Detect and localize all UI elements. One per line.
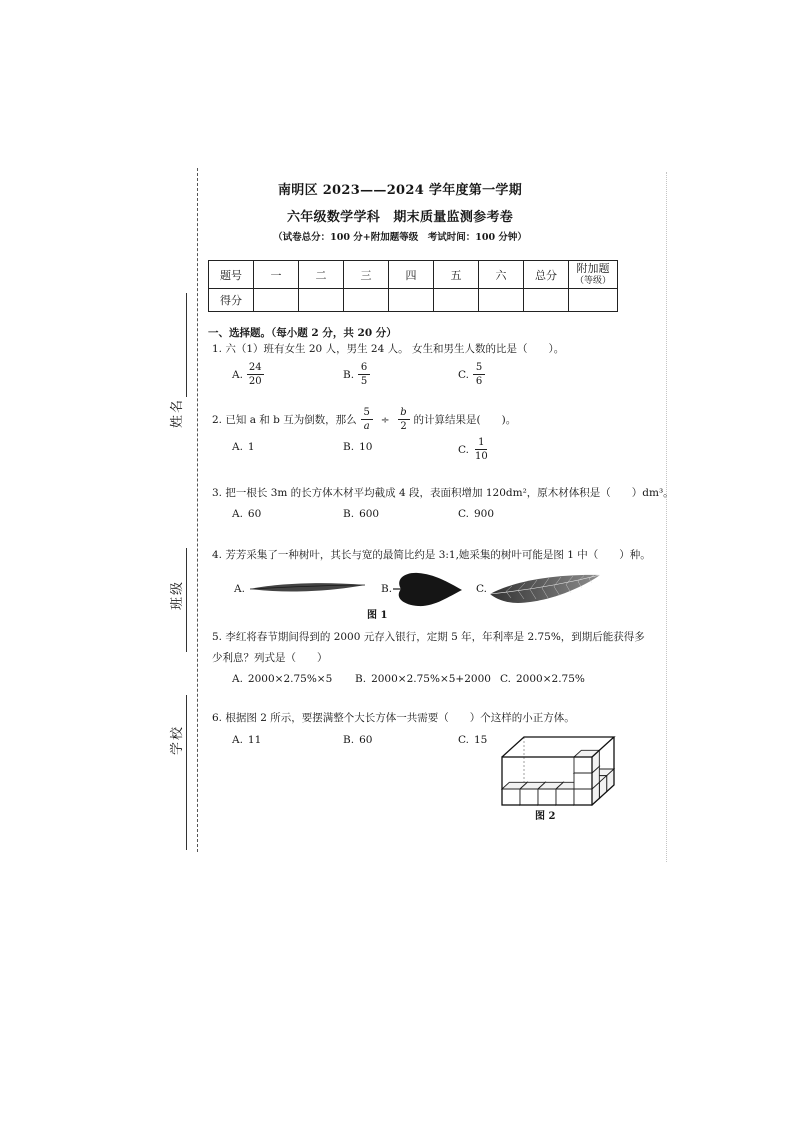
q2-option-b	[343, 441, 372, 453]
option-label: C.	[458, 443, 469, 456]
score-cell	[389, 289, 434, 312]
q6-option-a	[232, 734, 261, 746]
exam-title: 南明区 2023——2024 学年度第一学期	[277, 183, 522, 198]
question-5-stem-line2: 少利息？列式是（ ）	[212, 652, 328, 664]
q1-option-a	[232, 362, 268, 387]
question-3-stem: 3. 把一根长 3m 的长方体木材平均截成 4 段，表面积增加 120dm²，原木材体积是（ ）dm³。	[212, 487, 674, 499]
score-cell	[434, 289, 479, 312]
school-label: 学校	[170, 725, 185, 756]
cube-front-face	[574, 757, 592, 773]
school-fill-line	[186, 695, 187, 850]
class-fill-line	[186, 548, 187, 652]
question-6-stem: 6. 根据图 2 所示，要摆满整个大长方体一共需要（ ）个这样的小正方体。	[212, 712, 575, 724]
option-label: B.	[343, 368, 355, 381]
q1-option-c	[458, 362, 489, 387]
option-value: 2000×2.75%×5	[247, 673, 333, 685]
fraction	[473, 437, 490, 462]
cube-front-face	[574, 789, 592, 805]
leaf-c-illustration	[490, 575, 600, 603]
exam-subtitle: 六年级数学学科 期末质量监测参考卷	[286, 210, 514, 225]
name-fill-line	[186, 293, 187, 397]
q1-option-b	[343, 362, 374, 387]
q3-option-c	[458, 508, 494, 520]
figure-2-caption: 图 2	[535, 811, 556, 822]
option-label: C.	[458, 734, 469, 746]
score-cell	[299, 289, 344, 312]
option-value: 2000×2.75%	[516, 673, 585, 685]
division-operator: ÷	[380, 413, 390, 426]
option-value: 600	[359, 508, 380, 520]
score-table	[208, 260, 618, 312]
option-value: 900	[474, 508, 495, 520]
column-header-cell: 四	[389, 261, 434, 289]
option-value: 11	[247, 734, 262, 746]
denominator: 20	[248, 376, 262, 387]
option-label: B.	[343, 734, 355, 746]
numerator: 5	[361, 407, 373, 420]
q2-option-a	[232, 441, 255, 453]
extra-column-line1: 附加题	[576, 261, 610, 275]
option-label: C.	[458, 508, 469, 520]
extra-column-header-cell	[569, 261, 618, 289]
option-label: C.	[458, 368, 469, 381]
q2-option-c	[458, 437, 494, 462]
option-label: A.	[232, 673, 243, 685]
denominator: 6	[475, 376, 483, 387]
score-cell	[524, 289, 569, 312]
question-1-stem: 1. 六（1）班有女生 20 人，男生 24 人。 女生和男生人数的比是（ ）。	[212, 343, 565, 355]
small-cubes	[502, 750, 614, 805]
leaf-b-illustration	[393, 573, 462, 606]
score-cell	[569, 289, 618, 312]
score-row	[209, 289, 618, 312]
option-value: 1	[247, 441, 255, 453]
question-5-stem-line1: 5. 李红将春节期间得到的 2000 元存入银行，定期 5 年，年利率是 2.75%，到期后能获得多	[212, 631, 645, 643]
q2-stem-end: 的计算结果是( )。	[413, 413, 517, 426]
q5-option-c	[500, 673, 585, 685]
column-header-cell: 总分	[524, 261, 569, 289]
leaf-a-label: A.	[234, 583, 245, 595]
leaf-a-illustration	[250, 583, 365, 591]
section-heading: 一、选择题。（每小题 2 分，共 20 分）	[208, 327, 397, 339]
cube-front-face	[574, 773, 592, 789]
option-label: B.	[343, 508, 355, 520]
numerator: 24	[248, 362, 262, 373]
option-value: 10	[359, 441, 373, 453]
q6-option-c	[458, 734, 487, 746]
fraction	[473, 362, 485, 387]
q3-option-b	[343, 508, 379, 520]
numerator: b	[398, 407, 410, 420]
extra-column-line2: （等级）	[574, 275, 611, 286]
q2-stem-start: 2. 已知 a 和 b 互为倒数，那么	[212, 413, 357, 426]
binding-dashed-line	[197, 168, 198, 852]
cube-front-face	[520, 789, 538, 805]
denominator: a	[363, 421, 370, 432]
numerator: 6	[358, 362, 370, 375]
option-value: 15	[474, 734, 488, 746]
denominator: 2	[400, 421, 407, 432]
option-label: A.	[232, 734, 243, 746]
denominator: 5	[360, 376, 368, 387]
score-row-label: 得分	[209, 289, 254, 312]
cube-front-face	[538, 789, 556, 805]
option-label: A.	[232, 368, 243, 381]
fraction	[361, 407, 373, 432]
option-label: B.	[355, 673, 367, 685]
column-header-cell: 五	[434, 261, 479, 289]
q5-option-a	[232, 673, 332, 685]
figure-1-leaves	[248, 566, 608, 612]
q3-option-a	[232, 508, 261, 520]
score-cell	[344, 289, 389, 312]
question-2-stem	[212, 407, 516, 432]
column-header-cell: 二	[299, 261, 344, 289]
option-value: 60	[247, 508, 262, 520]
right-margin-line	[666, 172, 667, 862]
exam-note: （试卷总分：100 分+附加题等级 考试时间：100 分钟）	[273, 232, 527, 243]
figure-2-cuboid	[496, 731, 618, 809]
column-header-cell: 三	[344, 261, 389, 289]
fraction	[398, 407, 410, 432]
column-header-cell: 一	[254, 261, 299, 289]
option-value: 2000×2.75%×5+2000	[371, 673, 491, 685]
cube-front-face	[556, 789, 574, 805]
option-label: A.	[232, 441, 243, 453]
option-label: C.	[500, 673, 511, 685]
numerator: 5	[473, 362, 485, 375]
q5-option-b	[355, 673, 491, 685]
figure-1-caption: 图 1	[367, 610, 388, 621]
fraction	[247, 362, 264, 387]
table-header-row	[209, 261, 618, 289]
name-label: 姓名	[170, 398, 185, 429]
option-label: A.	[232, 508, 243, 520]
leaf-c-label: C.	[476, 583, 487, 595]
score-cell	[254, 289, 299, 312]
numerator: 1	[475, 437, 487, 450]
option-value: 60	[359, 734, 373, 746]
q6-option-b	[343, 734, 372, 746]
question-4-stem: 4. 芳芳采集了一种树叶，其长与宽的最简比约是 3:1,她采集的树叶可能是图 1 中（ ）种。	[212, 549, 651, 561]
denominator: 10	[475, 451, 488, 462]
option-label: B.	[343, 441, 355, 453]
cube-front-face	[502, 789, 520, 805]
column-header-cell: 六	[479, 261, 524, 289]
score-cell	[479, 289, 524, 312]
fraction	[358, 362, 370, 387]
leaf-b-label: B.	[381, 583, 393, 595]
row-header-cell: 题号	[209, 261, 254, 289]
class-label: 班级	[170, 580, 185, 611]
